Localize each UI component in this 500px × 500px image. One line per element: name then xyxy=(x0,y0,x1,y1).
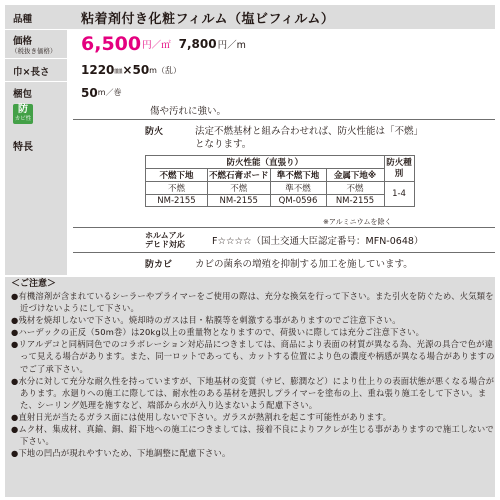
spec-label-cell xyxy=(5,5,67,29)
caution-item: ●残材を焼却しないで下さい。焼却時のガスは目・粘膜等を刺激する事がありますのでご注意下さい。 xyxy=(11,315,401,326)
formaldehyde-label-2: デヒド対応 xyxy=(145,240,185,249)
price-main-unit: 円／㎡ xyxy=(142,40,171,51)
divider xyxy=(73,119,495,120)
price-sublabel: （税抜き価格） xyxy=(11,47,57,55)
table-class-value: 1-4 xyxy=(384,182,414,207)
table-number: QM-0596 xyxy=(270,195,326,207)
table-col-head: 準不燃下地 xyxy=(270,169,326,182)
feature-line-1: 傷や汚れに強い。 xyxy=(150,106,227,117)
type-label: 品種 xyxy=(13,14,33,25)
table-header-group: 防火性能（直張り） xyxy=(146,156,385,169)
size-width-unit: ㎜ xyxy=(114,65,123,75)
fire-text-1: 法定不燃基材と組み合わせれば、防火性能は「不燃」 xyxy=(195,126,424,137)
features-section xyxy=(5,100,495,275)
price-main: 6,500 xyxy=(81,33,142,55)
size-times: × xyxy=(122,63,133,77)
caution-item: ●有機溶剤が含まれているシーラーやプライマーをご使用の際は、充分な換気を行って下さい。また引火を防ぐため、火気類を近づけないようにして下さい。 xyxy=(11,291,494,314)
price-value xyxy=(81,30,495,58)
table-header-class: 防火種別 xyxy=(384,156,414,182)
table-rating: 不燃 xyxy=(326,182,384,195)
table-rating: 準不燃 xyxy=(270,182,326,195)
table-number: NM-2155 xyxy=(208,195,271,207)
fire-label: 防火 xyxy=(145,127,164,137)
formaldehyde-value: F☆☆☆☆（国土交通大臣認定番号：MFN-0648） xyxy=(212,236,424,247)
pack-unit: m／巻 xyxy=(97,88,122,97)
anti-mold-badge-icon xyxy=(13,104,33,124)
mold-label: 防カビ xyxy=(145,260,173,270)
type-value: 粘着剤付き化粧フィルム（塩ビフィルム） xyxy=(81,11,335,27)
mold-value: カビの菌糸の増殖を抑制する加工を施しています。 xyxy=(195,259,413,270)
size-width: 1220 xyxy=(81,63,115,77)
price-alt-unit: 円／m xyxy=(217,40,246,51)
table-number: NM-2155 xyxy=(326,195,384,207)
badge-big: 防 xyxy=(18,104,28,115)
pack-label: 梱包 xyxy=(13,89,33,100)
spec-label-cell xyxy=(5,30,67,58)
price-alt: 7,800 xyxy=(178,37,217,51)
pack-value: 50 xyxy=(81,85,98,100)
table-rating: 不燃 xyxy=(146,182,208,195)
caution-item: ●下地の凹凸が現れやすいため、下地調整に配慮下さい。 xyxy=(11,448,231,459)
caution-item: ●ハーデックの正反（50m巻）は20kg以上の重量物となりますので、荷扱いに際しては充分ご注意下さい。 xyxy=(11,327,425,338)
caution-item: ●リアルデコと同柄同色でのコラボレーション対応品につきましては、商品により表面の材質が異なる為、光源の具合で色が違って見える場合があります。また、同一ロットであっても、カットする位置により色の濃度や柄感が異なる場合がありますのでご了承下さい。 xyxy=(11,339,495,374)
size-value xyxy=(81,59,495,81)
size-length-unit: m xyxy=(149,65,157,75)
size-note: （乱） xyxy=(156,65,181,75)
spec-row-price xyxy=(5,30,495,58)
table-col-head: 金属下地※ xyxy=(326,169,384,182)
table-rating: 不燃 xyxy=(208,182,271,195)
spec-row-size xyxy=(5,59,495,81)
size-label: 巾×長さ xyxy=(13,67,50,78)
features-title: 特長 xyxy=(13,142,33,153)
table-note: ※アルミニウムを除く xyxy=(323,218,392,226)
price-label: 価格 xyxy=(13,36,33,47)
features-label-cell xyxy=(5,100,67,275)
caution-item: ●直射日光が当たるガラス面には使用しないで下さい。ガラスが熱割れを起こす可能性があります。 xyxy=(11,411,392,422)
divider xyxy=(73,227,495,228)
badge-small: カビ性 xyxy=(14,116,32,122)
cautions-title: ＜ご注意＞ xyxy=(11,279,57,289)
table-number: NM-2155 xyxy=(146,195,208,207)
fire-text-2: となります。 xyxy=(195,139,252,150)
cautions-section xyxy=(5,277,495,497)
divider xyxy=(73,252,495,253)
spec-label-cell xyxy=(5,59,67,81)
spec-row-type xyxy=(5,5,495,29)
formaldehyde-label-1: ホルムアル xyxy=(145,231,185,240)
fire-performance-table xyxy=(145,155,415,207)
table-col-head: 不燃石膏ボード xyxy=(208,169,271,182)
caution-item: ●水分に対して充分な耐久性を持っていますが、下地基材の変質（サビ、膨潤など）により仕上りの表面状態が悪くなる場合があります。水廻りへの施工に際しては、耐水性のある基材を選択しプライマーを塗布の上、重ね張り施工をして下さい。また、シーリング処理を施すなど、端部から水が入り込まないよう配慮下さい。 xyxy=(11,375,495,410)
table-col-head: 不燃下地 xyxy=(146,169,208,182)
size-length: 50 xyxy=(132,63,150,77)
caution-item: ●ムク材、集成材、真鍮、銅、鉛下地への施工につきましては、接着不良によりフクレが生じる事がありますので施工しないで下さい。 xyxy=(11,424,494,447)
